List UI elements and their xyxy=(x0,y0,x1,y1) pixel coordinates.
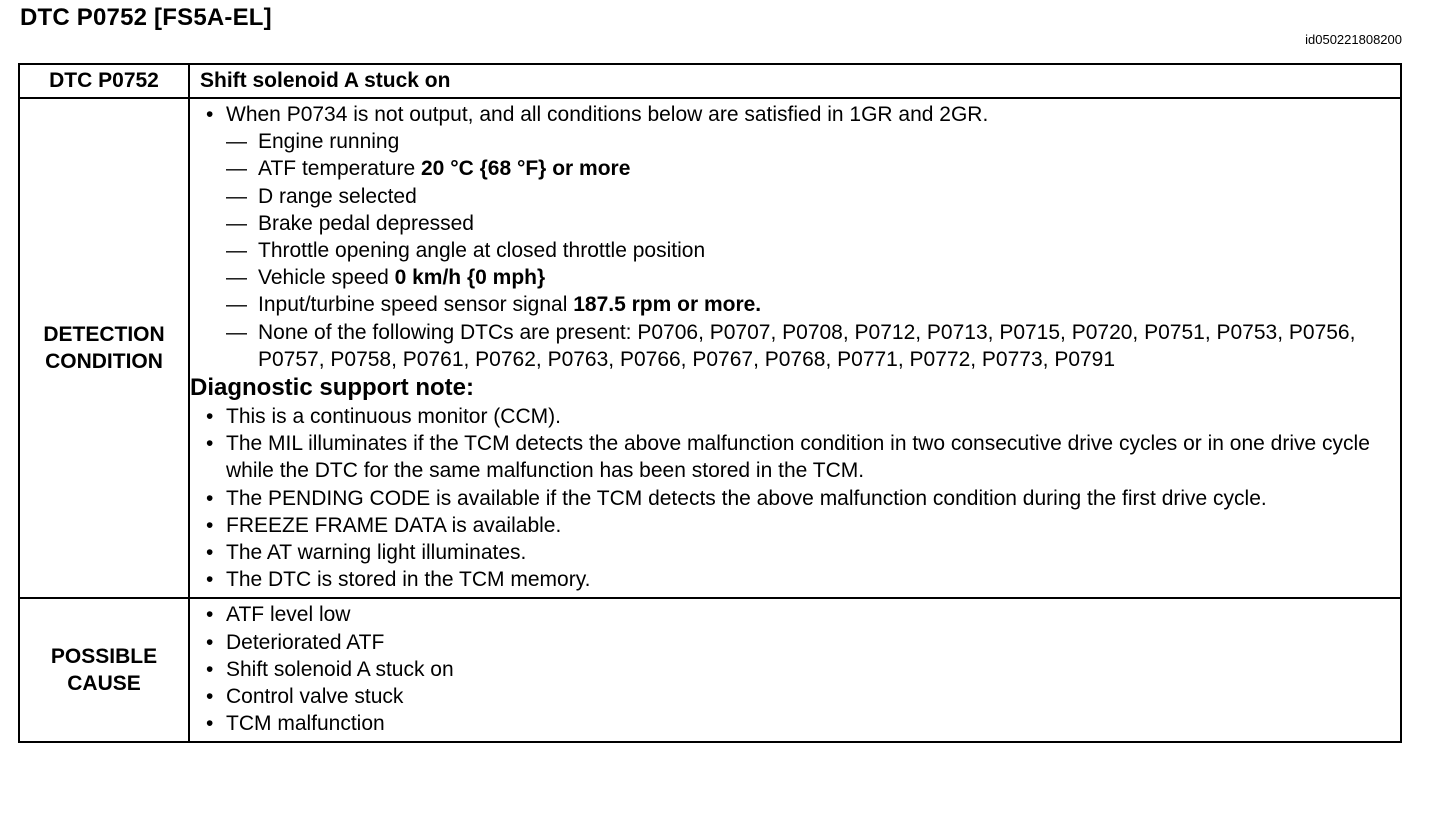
condition-text: Engine running xyxy=(258,130,400,154)
list-item: • ATF level low xyxy=(204,601,1390,628)
list-item: • TCM malfunction xyxy=(204,710,1390,737)
cause-label-line1: POSSIBLE xyxy=(50,645,158,669)
condition-text: Input/turbine speed sensor signal xyxy=(258,293,574,317)
dash-mark: — xyxy=(226,239,247,263)
condition-value: 187.5 rpm or more. xyxy=(573,293,762,317)
dtc-description-cell: Shift solenoid A stuck on xyxy=(189,64,1401,98)
condition-text: Vehicle speed xyxy=(258,266,395,290)
detection-condition-content xyxy=(189,98,1401,598)
list-item: • The MIL illuminates if the TCM detects the above malfunction condition in two consecutive drive cycles or in one drive cycle while the DTC for the same malfunction has been stored in the TCM. xyxy=(204,430,1390,484)
list-item xyxy=(226,155,1390,182)
list-item xyxy=(204,101,1390,373)
list-item xyxy=(226,210,1390,237)
list-item: • The DTC is stored in the TCM memory. xyxy=(204,566,1390,593)
list-item xyxy=(226,183,1390,210)
table-header-row xyxy=(19,64,1401,98)
page-title: DTC P0752 [FS5A-EL] xyxy=(20,4,272,31)
condition-text: Throttle opening angle at closed throttle position xyxy=(258,239,706,263)
list-item xyxy=(226,128,1390,155)
diagnostic-note-title: Diagnostic support note: xyxy=(190,374,474,402)
dash-mark: — xyxy=(226,184,247,208)
dash-mark: — xyxy=(226,130,247,154)
detection-intro-list xyxy=(204,101,1390,373)
list-item: • The AT warning light illuminates. xyxy=(204,539,1390,566)
list-item: • Shift solenoid A stuck on xyxy=(204,656,1390,683)
cause-label-line2: CAUSE xyxy=(67,672,141,696)
diagnostic-note-list xyxy=(204,403,1390,593)
possible-cause-content xyxy=(189,598,1401,742)
dash-mark: — xyxy=(226,211,247,235)
detection-intro: When P0734 is not output, and all conditions below are satisfied in 1GR and 2GR. xyxy=(226,103,989,126)
condition-value: 0 km/h {0 mph} xyxy=(394,266,546,290)
document-id: id050221808200 xyxy=(1305,32,1402,47)
detection-label-line2: CONDITION xyxy=(45,350,163,374)
condition-list xyxy=(226,128,1390,373)
detection-label-line1: DETECTION xyxy=(43,323,165,347)
list-item: • The PENDING CODE is available if the TCM detects the above malfunction condition during the first drive cycle. xyxy=(204,485,1390,512)
condition-text: None of the following DTCs are present: P0706, P0707, P0708, P0712, P0713, P0715, P0720, P0751, P0753, P0756, P0757, P0758, P0761, P0762, P0763, P0766, P0767, P0768, P0771, P0772, P0773, P0791 xyxy=(258,320,1356,371)
dash-mark: — xyxy=(226,157,247,181)
list-item xyxy=(226,319,1390,373)
condition-text: D range selected xyxy=(258,184,417,208)
possible-cause-row xyxy=(19,598,1401,742)
list-item xyxy=(226,264,1390,291)
condition-value: 20 °C {68 °F} or more xyxy=(421,157,631,181)
list-item: • FREEZE FRAME DATA is available. xyxy=(204,512,1390,539)
list-item: • This is a continuous monitor (CCM). xyxy=(204,403,1390,430)
detection-condition-row xyxy=(19,98,1401,598)
possible-cause-list xyxy=(204,601,1390,737)
list-item: • Control valve stuck xyxy=(204,683,1390,710)
possible-cause-label xyxy=(19,598,189,742)
list-item: • Deteriorated ATF xyxy=(204,629,1390,656)
condition-text: Brake pedal depressed xyxy=(258,211,474,235)
dash-mark: — xyxy=(226,293,247,317)
condition-text: ATF temperature xyxy=(258,157,421,181)
list-item xyxy=(226,237,1390,264)
dash-mark: — xyxy=(226,320,247,344)
dash-mark: — xyxy=(226,266,247,290)
dtc-code-cell: DTC P0752 xyxy=(19,64,189,98)
dtc-table xyxy=(18,63,1402,743)
detection-condition-label xyxy=(19,98,189,598)
list-item xyxy=(226,291,1390,318)
